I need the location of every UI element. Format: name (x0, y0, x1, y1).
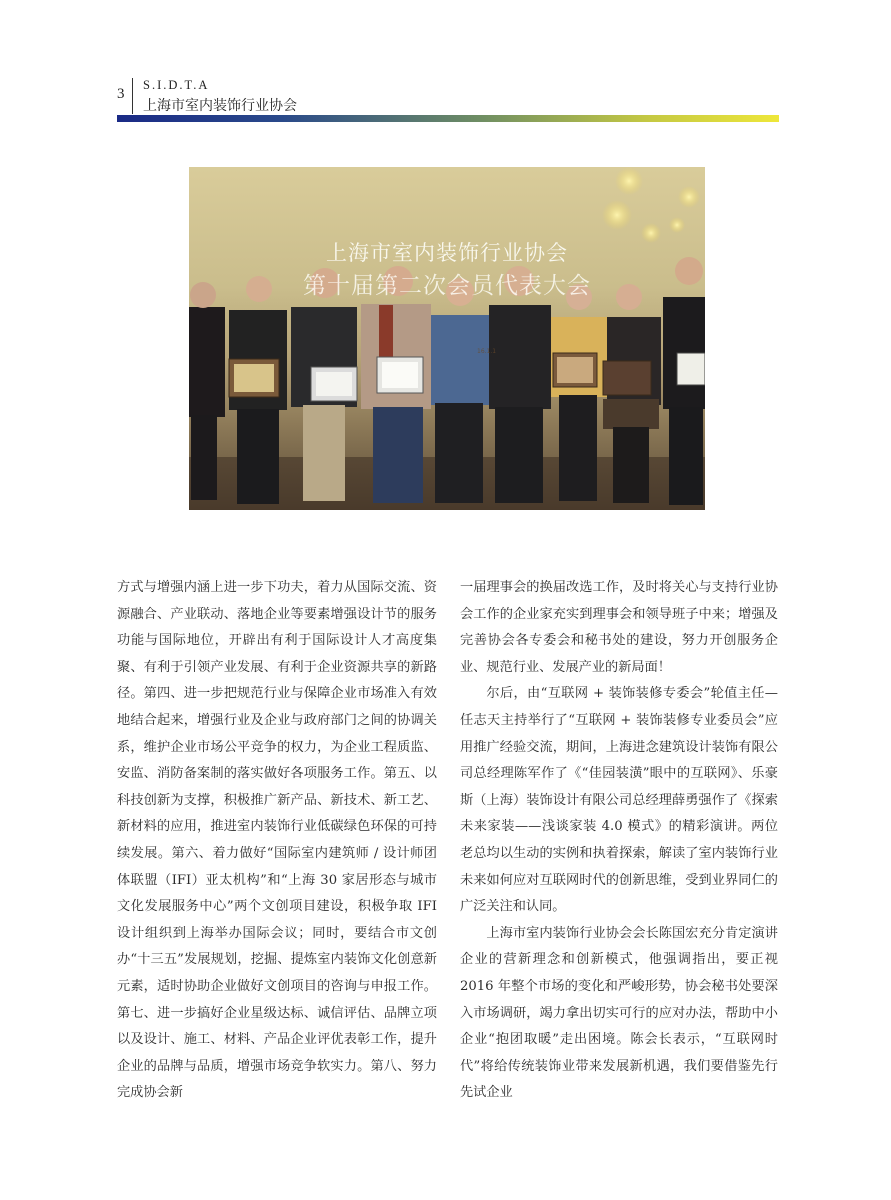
page-number: 3 (117, 86, 125, 102)
banner-date: 16.1.1 (477, 348, 497, 355)
award-plaque (311, 367, 357, 401)
person (489, 266, 551, 503)
blossom-decoration (678, 186, 700, 208)
header-gradient-bar (117, 115, 779, 122)
blossom-decoration (615, 167, 643, 195)
award-plaque (553, 353, 597, 387)
paragraph: 方式与增强内涵上进一步下功夫，着力从国际交流、资源融合、产业联动、落地企业等要素增强设计节的服务功能与国际地位，开辟出有利于国际设计人才高度集聚、有利于引领产业发展、有利于企业资源共享的新路径。第四、进一步把规范行业与保障企业市场准入有效地结合起来，增强行业及企业与政府部门之间的协调关系，维护企业市场公平竞争的权力，为企业工程质监、安监、消防备案制的落实做好各项服务工作。第五、以科技创新为支撑，积极推广新产品、新技术、新工艺、新材料的应用，推进室内装饰行业低碳绿色环保的可持续发展。第六、着力做好“国际室内建筑师 / 设计师团体联盟（IFI）亚太机构”和“上海 30 家居形态与城市文化发展服务中心”两个文创项目建设，积极争取 IFI 设计组织到上海举办国际会议；同时，要结合市文创办“十三五”发展规划，挖掘、提炼室内装饰文化创意新元素，适时协助企业做好文创项目的咨询与申报工作。第七、进一步搞好企业星级达标、诚信评估、品牌立项以及设计、施工、材料、产品企业评优表彰工作，提升企业的品牌与品质，增强市场竞争软实力。第八、努力完成协会新 (117, 580, 437, 1101)
blossom-decoration (602, 200, 632, 230)
org-name: 上海市室内装饰行业协会 (143, 98, 297, 114)
article-right-column (460, 575, 778, 1107)
award-plaque (377, 357, 423, 393)
award-plaque (603, 361, 651, 395)
blossom-decoration (669, 217, 685, 233)
paragraph: 上海市室内装饰行业协会会长陈国宏充分肯定演讲企业的营新理念和创新模式，他强调指出，要正视 2016 年整个市场的变化和严峻形势，协会秘书处要深入市场调研，竭力拿出切实可行的应对办法，帮助中小企业“抱团取暖”走出困境。陈会长表示，“互联网时代”将给传统装饰业带来发展新机遇，我们要借鉴先行先试企业 (460, 925, 778, 1101)
paragraph: 尔后，由“互联网 + 装饰装修专委会”轮值主任—任志天主持举行了“互联网 + 装饰装修专业委员会”应用推广经验交流，期间，上海进念建筑设计装饰有限公司总经理陈军作了《“佳园装潢”眼中的互联网》、乐豪斯（上海）装饰设计有限公司总经理薛勇强作了《探索未来家装——浅谈家装 4.0 模式》的精彩演讲。两位老总均以生动的实例和执着探索，解读了室内装饰行业未来如何应对互联网时代的创新思维，受到业界同仁的广泛关注和认同。 (460, 686, 778, 915)
banner-subtitle: 第十届第二次会员代表大会 (303, 273, 591, 299)
photo-scene (189, 167, 705, 510)
article-left-column (117, 575, 437, 1107)
award-plaque (229, 359, 279, 397)
person (431, 278, 489, 503)
org-abbreviation: S.I.D.T.A (143, 78, 210, 92)
banner-title: 上海市室内装饰行业协会 (326, 241, 568, 265)
header-divider (132, 78, 133, 114)
paragraph: 一届理事会的换届改选工作，及时将关心与支持行业协会工作的企业家充实到理事会和领导班子中来；增强及完善协会各专委会和秘书处的建设，努力开创服务企业、规范行业、发展产业的新局面！ (460, 580, 778, 675)
award-plaque (677, 353, 705, 385)
group-photo (189, 167, 705, 510)
